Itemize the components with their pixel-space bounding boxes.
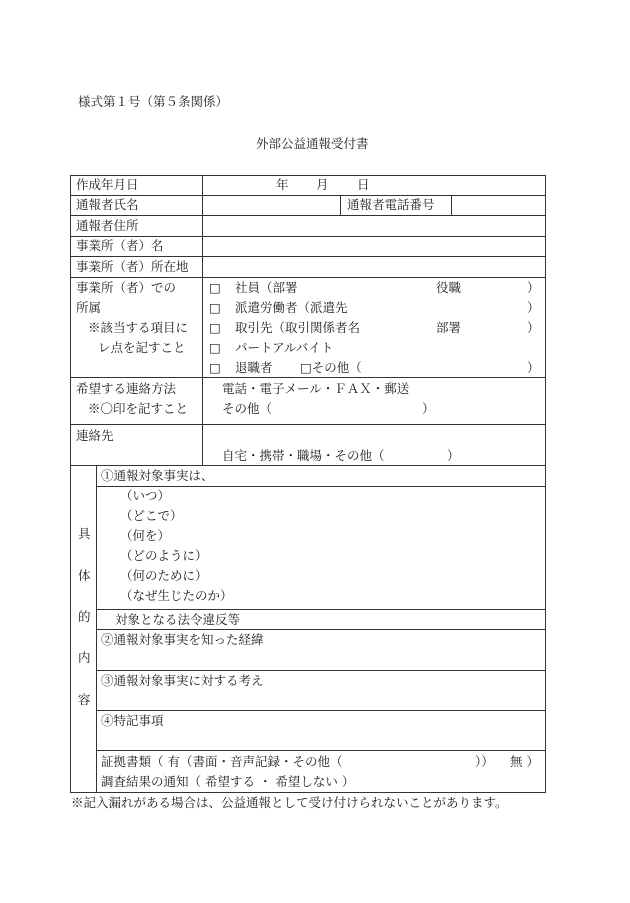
column-divider — [202, 175, 203, 465]
row-divider — [70, 792, 546, 793]
row-divider — [70, 377, 546, 378]
office-location-label: 事業所（者）所在地 — [76, 259, 189, 274]
contact-options-close: ） — [447, 448, 460, 463]
row-divider — [96, 710, 546, 711]
row-divider — [70, 215, 546, 216]
side-char: 体 — [78, 568, 91, 583]
date-year: 年 — [276, 177, 289, 192]
reporter-name-label: 通報者氏名 — [76, 197, 139, 212]
side-char: 容 — [78, 692, 91, 707]
prompt-why-purpose: （何のために） — [120, 568, 208, 583]
item-opinion: ③通報対象事実に対する考え — [101, 673, 264, 688]
contact-method-other[interactable]: その他（ — [222, 401, 273, 416]
side-char: 具 — [78, 526, 91, 541]
prompt-what: （何を） — [120, 528, 171, 543]
column-divider — [451, 195, 452, 216]
row-divider — [70, 236, 546, 237]
checkbox-dispatched[interactable]: □ — [209, 300, 221, 315]
row-divider — [70, 256, 546, 257]
date-month: 月 — [316, 177, 329, 192]
footnote: ※記入漏れがある場合は、公益通報として受け付けられないことがあります。 — [71, 795, 508, 810]
row-divider — [96, 629, 546, 630]
affiliation-note: ※該当する項目に — [88, 320, 189, 335]
item-special-notes: ④特記事項 — [101, 713, 164, 728]
document-title: 外部公益通報受付書 — [256, 136, 369, 151]
option-retired: 退職者 — [235, 360, 273, 375]
prompt-when: （いつ） — [120, 488, 171, 503]
date-label: 作成年月日 — [76, 177, 139, 192]
checkbox-retired[interactable]: □ — [209, 360, 221, 375]
item-reported-facts: ①通報対象事実は、 — [101, 468, 214, 483]
row-divider — [96, 486, 546, 487]
column-divider — [96, 465, 97, 792]
option-employee-close: ） — [527, 280, 540, 295]
row-divider — [96, 750, 546, 751]
prompt-why-cause: （なぜ生じたのか） — [120, 588, 233, 603]
prompt-how: （どのように） — [120, 548, 208, 563]
evidence-none[interactable]: 無 ） — [510, 754, 539, 769]
column-divider — [70, 175, 71, 793]
evidence-docs-close: ）） — [475, 754, 494, 769]
item-how-known: ②通報対象事実を知った経緯 — [101, 632, 264, 647]
contact-method-options[interactable]: 電話・電子メール・ＦＡＸ・郵送 — [222, 381, 410, 396]
option-business-partner: 取引先（取引関係者名 — [235, 320, 361, 335]
option-business-partner-dept: 部署 — [436, 320, 462, 335]
row-divider — [70, 424, 546, 425]
reporter-phone-label: 通報者電話番号 — [347, 197, 435, 212]
affiliation-label-2: 所属 — [76, 300, 102, 315]
affiliation-note-2: レ点を記すこと — [98, 340, 186, 355]
reporter-address-label: 通報者住所 — [76, 218, 139, 233]
side-char: 的 — [78, 609, 91, 624]
office-name-label: 事業所（者）名 — [76, 238, 164, 253]
option-business-partner-close: ） — [527, 320, 540, 335]
column-divider — [545, 175, 546, 793]
contact-method-label: 希望する連絡方法 — [76, 381, 177, 396]
date-day: 日 — [357, 177, 370, 192]
contact-method-other-close: ） — [422, 401, 435, 416]
row-divider — [70, 175, 546, 176]
option-part-time: パートアルバイト — [235, 340, 334, 355]
evidence-docs[interactable]: 証拠書類（ 有（書面・音声記録・その他（ — [101, 754, 343, 769]
row-divider — [96, 670, 546, 671]
row-divider — [70, 195, 546, 196]
prompt-where: （どこで） — [120, 508, 183, 523]
side-char: 内 — [78, 650, 91, 665]
affiliation-label: 事業所（者）での — [76, 280, 177, 295]
option-other-close: ） — [527, 360, 540, 375]
option-dispatched: 派遣労働者（派遣先 — [235, 300, 348, 315]
result-notification[interactable]: 調査結果の通知（ 希望する ・ 希望しない ） — [101, 774, 355, 789]
contact-options[interactable]: 自宅・携帯・職場・その他（ — [222, 448, 385, 463]
checkbox-business-partner[interactable]: □ — [209, 320, 221, 335]
contact-method-note: ※〇印を記すこと — [88, 401, 189, 416]
violation-label: 対象となる法令違反等 — [115, 612, 241, 627]
option-employee-position: 役職 — [436, 280, 462, 295]
checkbox-part-time[interactable]: □ — [209, 340, 221, 355]
checkbox-employee[interactable]: □ — [209, 280, 221, 295]
option-other[interactable]: □その他（ — [300, 360, 362, 375]
contact-label: 連絡先 — [76, 428, 114, 443]
row-divider — [70, 465, 546, 466]
form-number: 様式第１号（第５条関係） — [78, 94, 229, 109]
option-employee: 社員（部署 — [235, 280, 298, 295]
row-divider — [70, 277, 546, 278]
column-divider — [340, 195, 341, 216]
row-divider — [96, 609, 546, 610]
option-dispatched-close: ） — [527, 300, 540, 315]
